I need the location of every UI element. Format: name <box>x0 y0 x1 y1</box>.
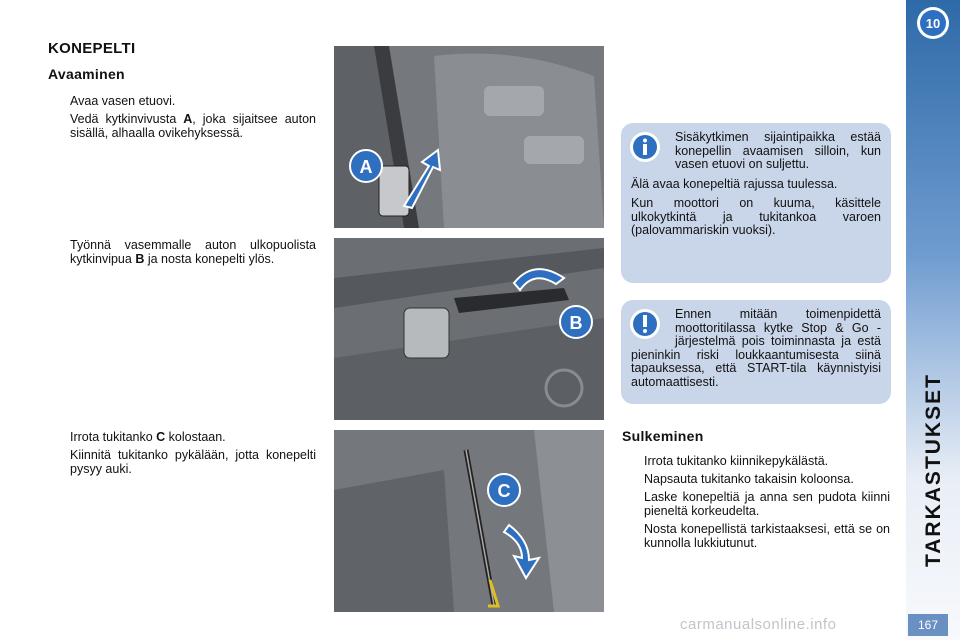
info-paragraph: Sisäkytkimen sijaintipaikka estää konepellin avaamisen silloin, kun vasen etuovi on suljettu. <box>675 130 881 171</box>
photo-interior-lever <box>334 46 604 228</box>
photo-exterior-lever <box>334 238 604 420</box>
chapter-title <box>921 483 947 567</box>
warning-box <box>621 300 891 404</box>
info-paragraph: Kun moottori on kuuma, käsittele ulkokytkintä ja tukitankoa varoen (palovammariskin vuoksi). <box>631 196 881 237</box>
close-steps <box>622 454 890 554</box>
step-item: Kiinnitä tukitanko pykälään, jotta konepelti pysyy auki. <box>70 448 316 476</box>
open-steps-2 <box>48 238 316 270</box>
section-heading-open: Avaaminen <box>48 66 125 82</box>
chapter-badge <box>916 6 950 40</box>
step-item: Napsauta tukitanko takaisin koloonsa. <box>644 472 854 486</box>
step-item: Irrota tukitanko C kolostaan. <box>70 430 226 444</box>
info-box-text <box>631 131 881 244</box>
info-paragraph: Älä avaa konepeltiä rajussa tuulessa. <box>631 176 838 191</box>
photo-label-b: B <box>569 313 583 333</box>
section-heading-close: Sulkeminen <box>622 428 704 444</box>
step-item: Irrota tukitanko kiinnikepykälästä. <box>644 454 829 468</box>
photo-support-rod <box>334 430 604 612</box>
open-steps-3 <box>48 430 316 480</box>
photo-label-a: A <box>359 157 373 177</box>
step-item: Nosta konepellistä tarkistaaksesi, että se on kunnolla lukkiutunut. <box>644 522 890 550</box>
photo-label-c: C <box>497 481 511 501</box>
watermark: carmanualsonline.info <box>680 616 837 633</box>
open-steps-1 <box>48 94 316 144</box>
info-box <box>621 123 891 283</box>
step-item: Laske konepeltiä ja anna sen pudota kiinni pieneltä korkeudelta. <box>644 490 890 518</box>
chapter-number: 10 <box>925 16 941 31</box>
page-title: KONEPELTI <box>48 40 136 57</box>
warning-box-text: Ennen mitään toimenpidettä moottoritilassa kytke Stop & Go -järjestelmä pois toiminnasta ja estä pieninkin riski loukkaantumisesta siinä tapauksessa, että START-tila käynnistyisi automaattisesti. <box>631 307 881 389</box>
page-number: 167 <box>908 614 948 636</box>
step-item: Avaa vasen etuovi. <box>70 94 176 108</box>
step-item: Vedä kytkinvivusta A, joka sijaitsee auton sisällä, alhaalla ovikehyksessä. <box>70 112 316 140</box>
step-item: Työnnä vasemmalle auton ulkopuolista kytkinvipua B ja nosta konepelti ylös. <box>70 238 316 266</box>
